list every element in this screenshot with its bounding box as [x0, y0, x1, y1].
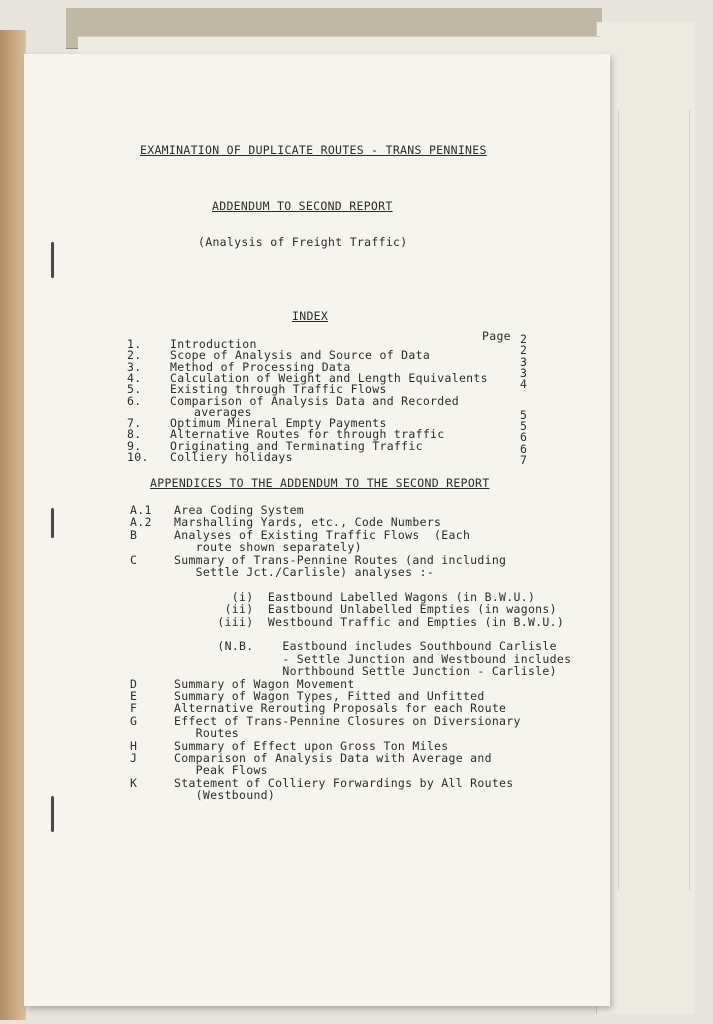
- appendix-entry: Marshalling Yards, etc., Code Numbers: [174, 515, 442, 530]
- index-number: 3.: [127, 359, 142, 374]
- index-entry: Existing through Traffic Flows: [170, 382, 387, 397]
- appendix-entry: (N.B. Eastbound includes Southbound Carlisle: [174, 639, 557, 654]
- appendix-code: C: [130, 552, 138, 567]
- document-page: [24, 54, 610, 1006]
- index-page-number: 6: [520, 441, 527, 456]
- document-subsubtitle: (Analysis of Freight Traffic): [198, 235, 408, 249]
- appendix-entry: Summary of Wagon Movement: [174, 676, 355, 691]
- index-page-number: 4: [520, 377, 527, 392]
- index-number: 5.: [127, 382, 142, 397]
- index-entry: Originating and Terminating Traffic: [170, 438, 423, 453]
- appendix-entry: Settle Jct./Carlisle) analyses :-: [174, 565, 435, 579]
- appendix-entry: - Settle Junction and Westbound includes: [174, 651, 572, 666]
- index-entry: Colliery holidays: [170, 450, 293, 464]
- index-entry: Method of Processing Data: [170, 359, 351, 374]
- index-number: 6.: [127, 393, 142, 408]
- index-page-number: 5: [520, 419, 527, 434]
- index-entry: Optimum Mineral Empty Payments: [170, 416, 387, 431]
- appendix-code: K: [130, 775, 138, 790]
- appendix-code: G: [130, 713, 138, 728]
- appendices-heading: APPENDICES TO THE ADDENDUM TO THE SECOND REPORT: [150, 476, 490, 490]
- appendix-code: D: [130, 676, 138, 691]
- index-entry: Alternative Routes for through traffic: [170, 427, 445, 442]
- staple-middle: [51, 508, 54, 538]
- appendix-entry: Alternative Rerouting Proposals for each Route: [174, 701, 507, 716]
- index-page-number: 7: [520, 453, 527, 467]
- appendix-entry: Summary of Effect upon Gross Ton Miles: [174, 738, 449, 753]
- page-column-label: Page: [482, 329, 511, 343]
- appendix-entry: (ii) Eastbound Unlabelled Empties (in wagons): [174, 602, 557, 617]
- staple-bottom: [51, 796, 54, 832]
- appendix-entry: Effect of Trans-Pennine Closures on Diversionary: [174, 713, 521, 728]
- appendix-code: J: [130, 751, 138, 765]
- index-page-number: 5: [520, 407, 527, 422]
- appendix-entry: Area Coding System: [174, 503, 305, 517]
- index-number: 4.: [127, 370, 142, 385]
- index-number: 8.: [127, 427, 142, 442]
- staple-top: [51, 242, 54, 278]
- index-number: 9.: [127, 438, 142, 453]
- appendix-code: A.2: [130, 515, 152, 530]
- index-page-number: 2: [520, 343, 527, 358]
- index-entry: averages: [194, 404, 252, 419]
- document-title: EXAMINATION OF DUPLICATE ROUTES - TRANS PENNINES: [140, 143, 487, 157]
- appendix-code: F: [130, 701, 138, 716]
- index-entry: Calculation of Weight and Length Equivalents: [170, 370, 488, 385]
- back-sheet-ruling: [618, 110, 690, 890]
- appendix-entry: route shown separately): [174, 540, 362, 555]
- appendix-entry: Statement of Colliery Forwardings by All Routes: [174, 775, 514, 790]
- appendix-entry: Northbound Settle Junction - Carlisle): [174, 664, 557, 679]
- index-number: 2.: [127, 348, 142, 363]
- index-page-number: 2: [520, 332, 527, 346]
- index-entry: Comparison of Analysis Data and Recorded: [170, 393, 459, 408]
- appendix-entry: Summary of Trans-Pennine Routes (and including: [174, 552, 507, 567]
- appendix-entry: Peak Flows: [174, 763, 268, 778]
- appendix-code: B: [130, 527, 138, 542]
- index-number: 10.: [127, 450, 149, 464]
- appendix-entry: (Westbound): [174, 788, 276, 803]
- index-page-number: 6: [520, 430, 527, 445]
- appendix-code: E: [130, 689, 138, 703]
- document-subtitle: ADDENDUM TO SECOND REPORT: [212, 199, 393, 213]
- appendix-code: A.1: [130, 503, 152, 517]
- index-page-number: 3: [520, 354, 527, 369]
- index-number: 1.: [127, 337, 142, 351]
- appendix-code: H: [130, 738, 138, 753]
- appendix-entry: Summary of Wagon Types, Fitted and Unfitted: [174, 689, 485, 703]
- index-entry: Introduction: [170, 337, 257, 351]
- index-number: 7.: [127, 416, 142, 431]
- index-heading: INDEX: [292, 309, 329, 323]
- appendix-entry: Analyses of Existing Traffic Flows (Each: [174, 527, 471, 542]
- appendix-entry: (i) Eastbound Labelled Wagons (in B.W.U.): [174, 589, 536, 604]
- appendix-entry: (iii) Westbound Traffic and Empties (in B.W.U.): [174, 614, 565, 629]
- index-entry: Scope of Analysis and Source of Data: [170, 348, 431, 363]
- index-page-number: 3: [520, 365, 527, 380]
- appendix-entry: Routes: [174, 726, 240, 741]
- folder-spine: [0, 30, 26, 1020]
- appendix-entry: Comparison of Analysis Data with Average and: [174, 751, 492, 765]
